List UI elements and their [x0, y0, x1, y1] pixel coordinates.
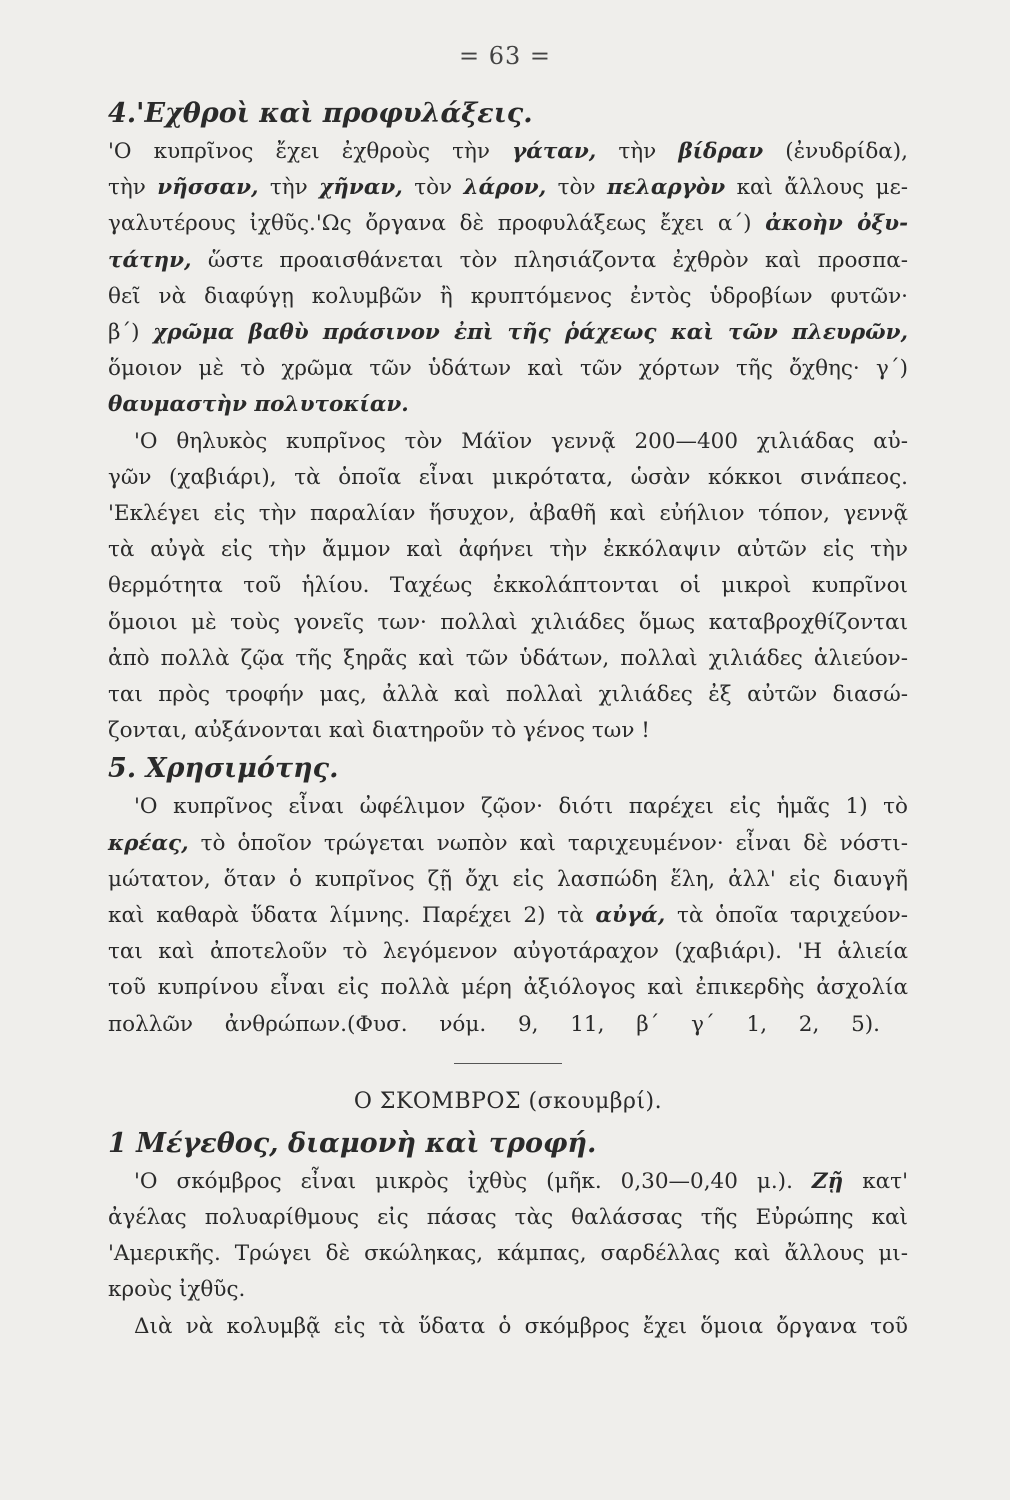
- chapter-title: Ο ΣΚΟΜΒΡΟΣ (σκουμβρί).: [353, 1088, 663, 1114]
- text-line: Διὰ νὰ κολυμβᾷ εἰς τὰ ὕδατα ὁ σκόμβρος ἔχει ὅμοια ὄργανα τοῦ: [134, 1313, 908, 1339]
- text-line: τάτην, ὥστε προαισθάνεται τὸν πλησιάζοντα ἐχθρὸν καὶ προσπα-: [108, 247, 908, 273]
- text-line: 'Ο θηλυκὸς κυπρῖνος τὸν Μάϊον γεννᾷ 200—400 χιλιάδας αὐ-: [134, 428, 908, 454]
- text-line: 'Ο κυπρῖνος εἶναι ὠφέλιμον ζῷον· διότι παρέχει εἰς ἡμᾶς 1) τὸ: [134, 794, 908, 820]
- page-number: = 63 =: [458, 42, 551, 70]
- text-line: κροὺς ἰχθῦς.: [108, 1277, 246, 1303]
- text-line: ται καὶ ἀποτελοῦν τὸ λεγόμενον αὐγοτάραχον (χαβιάρι). 'Η ἁλιεία: [108, 939, 908, 965]
- text-line: ἀπὸ πολλὰ ζῷα τῆς ξηρᾶς καὶ τῶν ὑδάτων, πολλαὶ χιλιάδες ἁλιεύον-: [108, 645, 908, 671]
- section-4-heading: 4.'Εχθροὶ καὶ προφυλάξεις.: [108, 98, 533, 129]
- text-line: β΄) χρῶμα βαθὺ πράσινον ἐπὶ τῆς ῥάχεως καὶ τῶν πλευρῶν,: [108, 320, 909, 346]
- section-5-heading: 5. Χρησιμότης.: [108, 753, 339, 785]
- section-divider: [454, 1063, 562, 1064]
- text-line: καὶ καθαρὰ ὕδατα λίμνης. Παρέχει 2) τὰ αὐγά, τὰ ὁποῖα ταριχεύον-: [108, 903, 908, 929]
- text-line: γῶν (χαβιάρι), τὰ ὁποῖα εἶναι μικρότατα, ὡσὰν κόκκοι σινάπεος.: [108, 464, 908, 490]
- text-line: ται πρὸς τροφήν μας, ἀλλὰ καὶ πολλαὶ χιλιάδες ἐξ αὐτῶν διασώ-: [108, 682, 908, 708]
- page-text: [108, 92, 908, 1345]
- source-reference: (Φυσ. νόμ. 9, 11, β΄ γ΄ 1, 2, 5).: [346, 1011, 880, 1037]
- subsection-1-heading: 1 Μέγεθος, διαμονὴ καὶ τροφή.: [108, 1127, 597, 1159]
- text-line: θαυμαστὴν πολυτοκίαν.: [108, 392, 409, 418]
- text-line: ὅμοιοι μὲ τοὺς γονεῖς των· πολλαὶ χιλιάδες ὅμως καταβροχθίζονται: [108, 609, 908, 635]
- text-line: 'Εκλέγει εἰς τὴν παραλίαν ἥσυχον, ἀβαθῆ καὶ εὐήλιον τόπον, γεννᾷ: [108, 501, 908, 527]
- text-line: τοῦ κυπρίνου εἶναι εἰς πολλὰ μέρη ἀξιόλογος καὶ ἐπικερδὴς ἀσχολία: [108, 975, 908, 1001]
- text-line: ὅμοιον μὲ τὸ χρῶμα τῶν ὑδάτων καὶ τῶν χόρτων τῆς ὄχθης· γ΄): [108, 356, 908, 382]
- text-line: ἀγέλας πολυαρίθμους εἰς πάσας τὰς θαλάσσας τῆς Εὐρώπης καὶ: [108, 1205, 908, 1231]
- text-line: ζονται, αὐξάνονται καὶ διατηροῦν τὸ γένος των !: [108, 718, 650, 744]
- text-line: μώτατον, ὅταν ὁ κυπρῖνος ζῇ ὄχι εἰς λασπώδη ἕλη, ἀλλ' εἰς διαυγῆ: [108, 866, 908, 892]
- text-line: γαλυτέρους ἰχθῦς.'Ως ὄργανα δὲ προφυλάξεως ἔχει α΄) ἀκοὴν ὀξυ-: [108, 211, 909, 237]
- text-line: τὰ αὐγὰ εἰς τὴν ἄμμον καὶ ἀφήνει τὴν ἐκκόλαψιν αὐτῶν εἰς τὴν: [108, 537, 908, 563]
- text-line: 'Αμερικῆς. Τρώγει δὲ σκώληκας, κάμπας, σαρδέλλας καὶ ἄλλους μι-: [108, 1241, 908, 1267]
- text-line: θεῖ νὰ διαφύγῃ κολυμβῶν ἢ κρυπτόμενος ἐντὸς ὑδροβίων φυτῶν·: [108, 283, 908, 309]
- text-line: πολλῶν ἀνθρώπων.(Φυσ. νόμ. 9, 11, β΄ γ΄ 1, 2, 5).: [108, 1007, 908, 1043]
- text-line: 'Ο σκόμβρος εἶναι μικρὸς ἰχθὺς (μῆκ. 0,30—0,40 μ.). Ζῇ κατ': [134, 1168, 908, 1194]
- text-line: θερμότητα τοῦ ἡλίου. Ταχέως ἐκκολάπτονται οἱ μικροὶ κυπρῖνοι: [108, 573, 908, 599]
- text-line: τὴν νῆσσαν, τὴν χῆναν, τὸν λάρον, τὸν πελαργὸν καὶ ἄλλους με-: [108, 175, 909, 201]
- text-line: κρέας, τὸ ὁποῖον τρώγεται νωπὸν καὶ ταριχευμένον· εἶναι δὲ νόστι-: [108, 830, 908, 856]
- text-line: 'Ο κυπρῖνος ἔχει ἐχθροὺς τὴν γάταν, τὴν βίδραν (ἐνυδρίδα),: [108, 139, 909, 164]
